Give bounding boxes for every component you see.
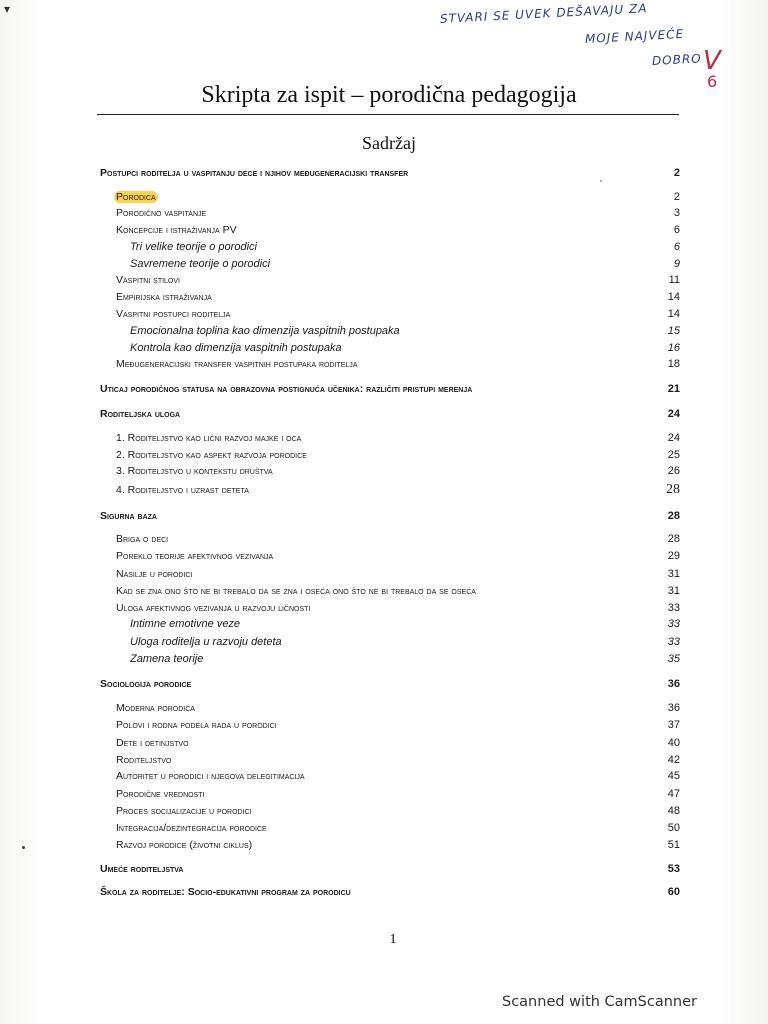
toc-entry-page: 6 bbox=[673, 241, 680, 253]
grade-number: 6 bbox=[707, 72, 718, 91]
document-title: Skripta za ispit – porodična pedagogija bbox=[201, 82, 577, 108]
toc-entry bbox=[0, 323, 768, 339]
toc-entry-page: 15 bbox=[667, 325, 680, 337]
toc-entry-label: Autoritet u porodici i njegova delegitimacija bbox=[116, 770, 305, 782]
toc-entry bbox=[0, 768, 768, 784]
toc-entry bbox=[0, 820, 768, 836]
toc-entry bbox=[0, 531, 768, 547]
toc-entry bbox=[0, 600, 768, 616]
toc-entry bbox=[0, 700, 768, 716]
toc-entry-page: 2 bbox=[673, 167, 680, 179]
toc-entry-label: Porodične vrednosti bbox=[116, 788, 205, 800]
toc-entry-label: Zamena teorije bbox=[130, 653, 204, 665]
toc-entry bbox=[0, 735, 768, 751]
toc-entry-label: Briga o deci bbox=[116, 533, 169, 545]
toc-entry-label: Proces socijalizacije u porodici bbox=[116, 805, 252, 817]
toc-entry-page: 42 bbox=[667, 754, 680, 766]
toc-entry-page: 53 bbox=[667, 863, 680, 875]
toc-entry-page: 37 bbox=[667, 719, 680, 731]
toc-entry-label: Savremene teorije o porodici bbox=[130, 258, 271, 270]
toc-entry bbox=[0, 566, 768, 582]
toc-entry bbox=[0, 447, 768, 463]
scan-speck bbox=[600, 180, 602, 182]
toc-entry-label: Uloga afektivnog vezivanja u razvoju ličnosti bbox=[116, 602, 311, 614]
toc-entry-page: 28 bbox=[667, 510, 680, 522]
scanner-watermark: Scanned with CamScanner bbox=[502, 994, 698, 1010]
toc-section bbox=[0, 406, 768, 422]
toc-entry bbox=[0, 356, 768, 372]
toc-entry-page: 31 bbox=[667, 568, 680, 580]
corner-mark-icon: ▾ bbox=[4, 2, 11, 16]
toc-entry bbox=[0, 786, 768, 802]
toc-entry-page: 6 bbox=[673, 224, 680, 236]
toc-entry-label: Vaspitni postupci roditelja bbox=[116, 308, 231, 320]
toc-entry-label: Kad se zna ono što ne bi trebalo da se zna i oseća ono što ne bi trebalo da se oseća bbox=[116, 585, 476, 597]
toc-entry bbox=[0, 482, 768, 498]
toc-entry bbox=[0, 548, 768, 564]
toc-entry-page: 36 bbox=[667, 702, 680, 714]
toc-entry-label: 2. Roditeljstvo kao aspekt razvoja porodice bbox=[116, 449, 307, 461]
toc-section bbox=[0, 508, 768, 524]
toc-entry-label bbox=[116, 189, 158, 205]
toc-entry-page: 25 bbox=[667, 449, 680, 461]
toc-entry bbox=[0, 289, 768, 305]
toc-section bbox=[0, 165, 768, 181]
toc-entry bbox=[0, 205, 768, 221]
toc-entry bbox=[0, 583, 768, 599]
toc-entry-label: Uloga roditelja u razvoju deteta bbox=[130, 636, 282, 648]
toc-entry bbox=[0, 189, 768, 205]
toc-entry-label: Razvoj porodice (životni ciklus) bbox=[116, 839, 253, 851]
toc-entry bbox=[0, 803, 768, 819]
toc-entry-page: 9 bbox=[673, 258, 680, 270]
handwritten-note-line-2: MOJE NAJVEĆE bbox=[584, 26, 685, 46]
toc-entry bbox=[0, 222, 768, 238]
toc-entry-page: 47 bbox=[667, 788, 680, 800]
handwritten-note-line-1: STVARI SE UVEK DEŠAVAJU ZA bbox=[439, 1, 648, 26]
toc-entry-page: 33 bbox=[667, 636, 680, 648]
toc-entry bbox=[0, 463, 768, 479]
toc-entry-page: 31 bbox=[667, 585, 680, 597]
toc-entry-label: Međugeneracijski transfer vaspitnih postupaka roditelja bbox=[116, 358, 358, 370]
toc-entry bbox=[0, 239, 768, 255]
highlighter-mark: Porodica bbox=[116, 191, 156, 203]
toc-entry-page: 29 bbox=[667, 550, 680, 562]
handwritten-note-line-3: DOBRO bbox=[651, 51, 703, 68]
toc-entry bbox=[0, 717, 768, 733]
toc-entry-label: Uticaj porodičnog statusa na obrazovna postignuća učenika: različiti pristupi merenja bbox=[100, 383, 473, 395]
toc-entry-label: Škola za roditelje: Socio-edukativni program za porodicu bbox=[100, 886, 351, 898]
toc-entry-label: Roditeljstvo bbox=[116, 754, 172, 766]
toc-entry-page: 35 bbox=[667, 653, 680, 665]
toc-entry-page: 26 bbox=[667, 465, 680, 477]
toc-entry-page: 33 bbox=[667, 602, 680, 614]
toc-entry-page: 45 bbox=[667, 770, 680, 782]
toc-heading: Sadržaj bbox=[362, 133, 416, 153]
toc-entry-label: Polovi i rodna podela rada u porodici bbox=[116, 719, 277, 731]
toc-entry-label: Empirijska istraživanja bbox=[116, 291, 212, 303]
toc-entry-page: 33 bbox=[667, 618, 680, 630]
toc-entry-page: 60 bbox=[667, 886, 680, 898]
toc-entry-page: 14 bbox=[667, 308, 680, 320]
toc-entry bbox=[0, 616, 768, 632]
toc-entry bbox=[0, 837, 768, 853]
toc-entry bbox=[0, 306, 768, 322]
toc-entry-page: 51 bbox=[667, 839, 680, 851]
grade-roman: V bbox=[703, 46, 721, 76]
toc-entry-page: 50 bbox=[667, 822, 680, 834]
toc-entry-page: 40 bbox=[667, 737, 680, 749]
scan-speck bbox=[22, 846, 25, 849]
toc-entry bbox=[0, 651, 768, 667]
toc-entry bbox=[0, 752, 768, 768]
toc-entry bbox=[0, 256, 768, 272]
toc-entry-label: Tri velike teorije o porodici bbox=[130, 241, 257, 253]
toc-entry-label: 4. Roditeljstvo i uzrast deteta bbox=[116, 484, 249, 496]
toc-entry-label: Moderna porodica bbox=[116, 702, 195, 714]
toc-entry-page: 2 bbox=[673, 191, 680, 203]
toc-entry-label: Sigurna baza bbox=[100, 510, 157, 522]
toc-entry-page: 24 bbox=[667, 432, 680, 444]
toc-entry-label: Roditeljska uloga bbox=[100, 408, 181, 420]
toc-entry-label: Integracija/dezintegracija porodice bbox=[116, 822, 267, 834]
toc-entry-page: 24 bbox=[667, 408, 680, 420]
toc-entry-label: Kontrola kao dimenzija vaspitnih postupaka bbox=[130, 342, 342, 354]
toc-entry-label: Porodično vaspitanje bbox=[116, 207, 207, 219]
toc-entry-page: 18 bbox=[667, 358, 680, 370]
toc-entry-page: 36 bbox=[667, 678, 680, 690]
toc-entry bbox=[0, 272, 768, 288]
toc-entry-page: 11 bbox=[668, 274, 680, 286]
toc-entry-label: Emocionalna toplina kao dimenzija vaspitnih postupaka bbox=[130, 325, 400, 337]
toc-entry bbox=[0, 340, 768, 356]
toc-entry-page: 28 bbox=[666, 482, 680, 497]
toc-entry-label: Koncepcije i istraživanja PV bbox=[116, 224, 237, 236]
toc-entry-label: 1. Roditeljstvo kao lični razvoj majke i oca bbox=[116, 432, 302, 444]
toc-entry-page: 14 bbox=[667, 291, 680, 303]
toc-entry-page: 21 bbox=[667, 383, 680, 395]
toc-entry bbox=[0, 634, 768, 650]
toc-entry-label: 3. Roditeljstvo u kontekstu društva bbox=[116, 465, 273, 477]
toc-entry-label: Nasilje u porodici bbox=[116, 568, 193, 580]
toc-entry-label: Dete i detinjstvo bbox=[116, 737, 189, 749]
toc-entry-label: Umeće roditeljstva bbox=[100, 863, 184, 875]
toc-entry-label: Intimne emotivne veze bbox=[130, 618, 241, 630]
toc-entry-label: Poreklo teorije afektivnog vezivanja bbox=[116, 550, 274, 562]
toc-section bbox=[0, 884, 768, 900]
title-divider bbox=[97, 114, 679, 115]
toc-section bbox=[0, 381, 768, 397]
toc-entry-page: 28 bbox=[667, 533, 680, 545]
toc-entry-label: Vaspitni stilovi bbox=[116, 274, 180, 286]
toc-section bbox=[0, 676, 768, 692]
toc-entry-label: Postupci roditelja u vaspitanju dece i njihov međugeneracijski transfer bbox=[100, 167, 409, 179]
toc-entry-page: 48 bbox=[667, 805, 680, 817]
toc-entry-page: 16 bbox=[667, 342, 680, 354]
toc-entry-page: 3 bbox=[673, 207, 680, 219]
page-number: 1 bbox=[389, 932, 397, 947]
toc-entry-label: Sociologija porodice bbox=[100, 678, 192, 690]
toc-entry bbox=[0, 430, 768, 446]
toc-section bbox=[0, 861, 768, 877]
